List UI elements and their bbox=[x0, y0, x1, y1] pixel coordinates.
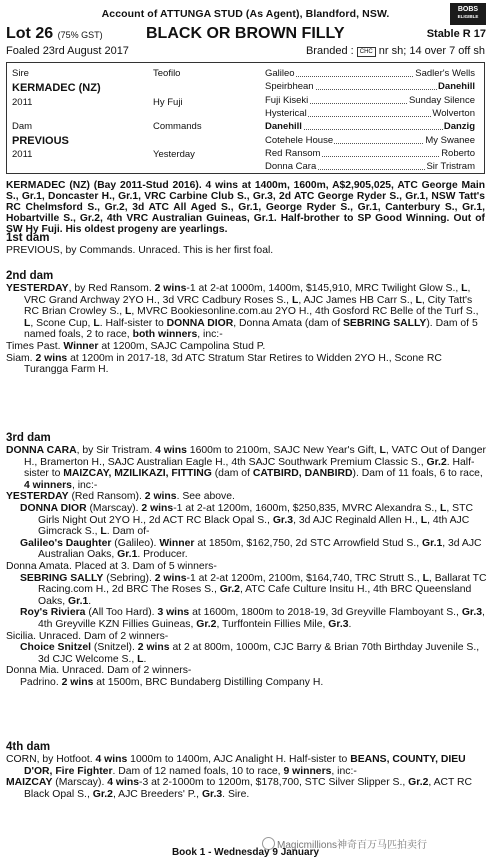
text-fragment: Gr.3 bbox=[201, 788, 223, 800]
logo-subtext: ELIGIBLE bbox=[457, 14, 479, 19]
stable-number: Stable R 17 bbox=[426, 28, 486, 40]
text-fragment: 1600m to 2100m, SAJC New Year's Gift, bbox=[186, 445, 380, 456]
text-fragment: L bbox=[93, 317, 100, 329]
text-fragment: -3 at 2-1000m to 1200m, $178,700, STC Silver Slipper S., bbox=[139, 777, 409, 789]
dam-year: 2011 bbox=[12, 149, 33, 160]
first-dam-heading: 1st dam bbox=[6, 232, 50, 244]
logo-text: BOBS bbox=[457, 6, 479, 13]
sire-sire: Teofilo bbox=[153, 68, 181, 79]
ancestor-name: Danehill bbox=[265, 121, 302, 132]
text-fragment: at 1500m, BRC Bundaberg Distilling Company H. bbox=[93, 676, 324, 688]
text-fragment: Donna Amata. Placed at 3. Dam of 5 winners- bbox=[6, 560, 217, 572]
fourth-dam-entry bbox=[6, 754, 487, 777]
text-fragment: Winner bbox=[63, 340, 99, 352]
branded-value: nr sh; 14 over 7 off sh bbox=[378, 45, 485, 57]
text-fragment: ). Dam of 11 foals, 6 to race, bbox=[352, 468, 483, 480]
text-fragment: ). Dam of 5 named foals, 2 to race, bbox=[24, 317, 478, 341]
progeny-entry bbox=[6, 777, 487, 800]
text-fragment: 9 winners bbox=[283, 765, 332, 777]
text-fragment: (Marscay). bbox=[52, 777, 108, 789]
text-fragment: 2 wins bbox=[35, 352, 68, 364]
pedigree-row bbox=[265, 108, 475, 121]
pedigree-row bbox=[265, 81, 475, 94]
sire-description: KERMADEC (NZ) (Bay 2011-Stud 2016). 4 wins at 1400m, 1600m, A$2,905,025, ATC George Main S., Gr.1, Doncaster H., Gr.1, VRC Carbine Club S., Gr.3, 2d ATC George Ryder S., Gr.1, NSW Tatt's RC Chelmsford S., Gr.2, 3d ATC All Aged S., Gr.1, George Ryder S., Gr.1, Canterbury S., Gr.1, Hobartville S., Gr.2, 4th VRC Australian Guineas, Gr.1. Half-brother to SP Good Winning. Out of SW Hy Fuji. His oldest progeny are yearlings. bbox=[6, 180, 485, 235]
progeny-entry bbox=[6, 607, 487, 630]
lot-number: Lot 26 bbox=[6, 25, 54, 42]
text-fragment: 2 wins bbox=[141, 502, 174, 514]
text-fragment: 2 wins bbox=[137, 642, 170, 654]
branded-label: Branded : bbox=[305, 45, 354, 57]
ancestor-name: Donna Cara bbox=[265, 161, 317, 172]
text-fragment: CORN, by Hotfoot. bbox=[6, 754, 96, 765]
text-fragment: (Galileo). bbox=[111, 537, 160, 549]
text-fragment: Gr.2 bbox=[92, 788, 113, 800]
text-fragment: Siam. bbox=[6, 352, 36, 364]
text-fragment: , inc:- bbox=[71, 479, 98, 491]
ancestor-name: Red Ransom bbox=[265, 148, 321, 159]
page-footer: Book 1 - Wednesday 9 January bbox=[171, 847, 320, 858]
text-fragment: at 1850m, $162,750, 2d STC Arrowfield Stud S., bbox=[194, 537, 423, 549]
ancestor-sire: My Swanee bbox=[425, 135, 475, 146]
text-fragment: , by Red Ransom. bbox=[68, 283, 155, 294]
progeny-entry bbox=[6, 341, 487, 353]
second-dam-entry bbox=[6, 283, 487, 341]
text-fragment: BEANS, COUNTY, DIEU D'OR, Fire Fighter bbox=[24, 754, 466, 777]
lot-number-group bbox=[6, 25, 103, 43]
text-fragment: at 1200m, SAJC Campolina Stud P. bbox=[98, 340, 266, 352]
third-dam-section bbox=[6, 432, 487, 688]
text-fragment: Gr.1 bbox=[422, 537, 443, 549]
brand-box: CHC bbox=[357, 47, 376, 57]
text-fragment: both winners bbox=[132, 329, 198, 341]
text-fragment: 4 wins bbox=[95, 754, 128, 765]
text-fragment: , inc:- bbox=[331, 765, 357, 777]
text-fragment: , 3d AJC Australian Oaks, bbox=[38, 537, 482, 561]
sire-year: 2011 bbox=[12, 97, 33, 108]
text-fragment: Gr.2 bbox=[219, 584, 240, 596]
text-fragment: 2 wins bbox=[154, 283, 187, 294]
text-fragment: L bbox=[24, 317, 31, 329]
text-fragment: , 4th Greyville KZN Fillies Guineas, bbox=[38, 607, 485, 630]
lot-line bbox=[6, 25, 486, 43]
pedigree-row bbox=[265, 135, 475, 148]
text-fragment: DONNA CARA bbox=[6, 445, 77, 456]
text-fragment: SEBRING SALLY bbox=[343, 317, 427, 329]
text-fragment: , inc:- bbox=[197, 329, 223, 341]
text-fragment: 4 wins bbox=[107, 777, 139, 789]
text-fragment: . bbox=[348, 618, 352, 630]
ancestor-name: Hysterical bbox=[265, 108, 307, 119]
dam-label: Dam bbox=[12, 121, 33, 132]
text-fragment: (dam of bbox=[211, 468, 253, 480]
text-fragment: , ATC Cafe Culture Insitu H., 4th BRC Queensland Oaks, bbox=[38, 584, 472, 607]
text-fragment: Times Past. bbox=[6, 340, 64, 352]
text-fragment: YESTERDAY bbox=[6, 491, 69, 503]
text-fragment: 3 wins bbox=[157, 607, 190, 619]
dam-sire: Commands bbox=[153, 121, 202, 132]
text-fragment: , 4th AJC Gimcrack S., bbox=[38, 514, 470, 538]
lot-title: BLACK OR BROWN FILLY bbox=[146, 25, 345, 42]
text-fragment: at 1200m in 2017-18, 3d ATC Stratum Star Retires to Widden 2YO H., Scone RC Turangga Farm H. bbox=[24, 352, 442, 376]
ancestor-sire: Sir Tristram bbox=[426, 161, 475, 172]
text-fragment: Donna Mia. Unraced. Dam of 2 winners- bbox=[6, 665, 192, 677]
pedigree-table bbox=[6, 62, 485, 174]
fourth-dam-heading: 4th dam bbox=[6, 741, 51, 753]
first-dam-section bbox=[6, 232, 487, 257]
text-fragment: . Sire. bbox=[222, 788, 250, 800]
text-fragment: DONNA DIOR bbox=[166, 317, 234, 329]
text-fragment: -1 at 2-at 1000m, 1400m, $145,910, MRC Twilight Glow S., bbox=[186, 283, 462, 294]
text-fragment: , City Tatt's RC Brian Crowley S., bbox=[24, 294, 473, 318]
sire-name: KERMADEC (NZ) bbox=[12, 82, 101, 94]
text-fragment: Padrino. bbox=[20, 676, 62, 688]
text-fragment: Gr.3 bbox=[461, 607, 483, 619]
sire-label: Sire bbox=[12, 68, 29, 79]
text-fragment: CATBIRD, DANBIRD bbox=[252, 468, 353, 480]
text-fragment: . Dam of- bbox=[106, 526, 150, 538]
progeny-entry bbox=[6, 665, 487, 677]
text-fragment: L bbox=[422, 572, 429, 584]
foaled-date: Foaled 23rd August 2017 bbox=[6, 45, 129, 57]
text-fragment: Gr.2 bbox=[408, 777, 429, 789]
branded-line bbox=[306, 45, 485, 57]
pedigree-row bbox=[265, 95, 475, 108]
text-fragment: -1 at 2-at 1200m, 2100m, $164,740, TRC Strutt S., bbox=[186, 572, 423, 584]
text-fragment: at 1600m, 1800m to 2018-19, 3d Greyville Flamboyant S., bbox=[189, 607, 462, 619]
text-fragment: L bbox=[137, 653, 144, 665]
text-fragment: , AJC James HB Carr S., bbox=[298, 294, 416, 306]
text-fragment: , STC Girls Night Out 2YO H., 2d ACT RC Black Opal S., bbox=[38, 502, 473, 526]
text-fragment: Choice Snitzel bbox=[20, 642, 92, 654]
text-fragment: (Sebring). bbox=[103, 572, 155, 584]
progeny-entry bbox=[6, 491, 487, 503]
second-dam-section bbox=[6, 270, 487, 376]
text-fragment: , by Sir Tristram. bbox=[76, 445, 156, 456]
text-fragment: , Donna Amata (dam of bbox=[233, 317, 343, 329]
pedigree-row bbox=[265, 121, 475, 134]
vendor-line: Account of ATTUNGA STUD (As Agent), Blandford, NSW. bbox=[101, 8, 390, 20]
text-fragment: Gr.3 bbox=[272, 514, 294, 526]
ancestor-sire: Sunday Silence bbox=[408, 95, 475, 106]
text-fragment: . bbox=[88, 595, 92, 607]
text-fragment: . bbox=[143, 653, 147, 665]
ancestor-sire: Sadler's Wells bbox=[415, 68, 475, 79]
progeny-entry bbox=[6, 677, 487, 689]
fourth-dam-section bbox=[6, 741, 487, 800]
bobs-logo bbox=[450, 3, 486, 25]
text-fragment: , Ballarat TC Racing.com H., 2d BRC The Roses S., bbox=[38, 572, 487, 596]
text-fragment: L bbox=[100, 526, 107, 538]
ancestor-sire: Roberto bbox=[441, 148, 475, 159]
text-fragment: (All Too Hard). bbox=[85, 607, 158, 619]
horse-name: YESTERDAY bbox=[6, 283, 69, 294]
text-fragment: . Dam of 12 named foals, 10 to race, bbox=[112, 765, 284, 777]
text-fragment: L bbox=[379, 445, 386, 456]
text-fragment: Winner bbox=[159, 537, 195, 549]
text-fragment: at 2 at 800m, 1000m, CJC Barry & Brian 70th Birthday Juvenile S., 3d CJC Welcome S., bbox=[38, 642, 480, 665]
text-fragment: (Marscay). bbox=[86, 502, 142, 514]
text-fragment: -1 at 2-at 1200m, 1600m, $250,835, MVRC Alexandra S., bbox=[173, 502, 441, 514]
text-fragment: , Scone Cup, bbox=[30, 317, 94, 329]
text-fragment: 2 wins bbox=[144, 491, 177, 503]
ancestor-sire: Danzig bbox=[443, 121, 475, 132]
ancestor-sire: Wolverton bbox=[432, 108, 475, 119]
dam-name: PREVIOUS bbox=[12, 135, 69, 147]
third-dam-heading: 3rd dam bbox=[6, 432, 51, 444]
text-fragment: , ACT RC Black Opal S., bbox=[24, 777, 473, 800]
text-fragment: Galileo's Daughter bbox=[20, 537, 112, 549]
text-fragment: (Snitzel). bbox=[91, 642, 138, 654]
pedigree-row bbox=[265, 148, 475, 161]
text-fragment: L bbox=[415, 294, 422, 306]
text-fragment: (Red Ransom). bbox=[68, 491, 145, 503]
text-fragment: , 3d AJC Reginald Allen H., bbox=[293, 514, 421, 526]
third-dam-entry bbox=[6, 445, 487, 491]
progeny-entry bbox=[6, 573, 487, 608]
text-fragment: SEBRING SALLY bbox=[20, 572, 104, 584]
ancestor-name: Galileo bbox=[265, 68, 295, 79]
text-fragment: , MVRC Bookiesonline.com.au 2YO H., 4th Gosford RC Belle of the Turf S., bbox=[131, 306, 479, 318]
text-fragment: L bbox=[440, 502, 447, 514]
text-fragment: Gr.2 bbox=[426, 456, 447, 468]
gst-note: (75% GST) bbox=[57, 30, 103, 40]
text-fragment: Gr.2 bbox=[196, 618, 217, 630]
first-dam-text: PREVIOUS, by Commands. Unraced. This is her first foal. bbox=[6, 245, 274, 256]
pedigree-row bbox=[265, 68, 475, 81]
text-fragment: MAIZCAY, MZILIKAZI, FITTING bbox=[63, 468, 212, 480]
text-fragment: . See above. bbox=[176, 491, 235, 503]
text-fragment: . Half-sister to bbox=[24, 456, 475, 480]
ancestor-sire: Danehill bbox=[438, 81, 475, 92]
text-fragment: 4 winners bbox=[24, 479, 72, 491]
second-dam-heading: 2nd dam bbox=[6, 270, 54, 282]
text-fragment: MAIZCAY bbox=[6, 777, 53, 789]
text-fragment: 2 wins bbox=[154, 572, 187, 584]
ancestor-name: Fuji Kiseki bbox=[265, 95, 309, 106]
watermark-text: Magicmillions神奇百万马匹拍卖行 bbox=[277, 840, 428, 851]
pedigree-row bbox=[265, 161, 475, 174]
ancestor-name: Cotehele House bbox=[265, 135, 334, 146]
text-fragment: , AJC Breeders' P., bbox=[112, 788, 202, 800]
progeny-entry bbox=[6, 631, 487, 643]
text-fragment: Roy's Riviera bbox=[20, 607, 86, 619]
ancestor-name: Speirbhean bbox=[265, 81, 314, 92]
text-fragment: L bbox=[125, 306, 132, 318]
text-fragment: , VRC Grand Archway 2YO H., 3d VRC Cadbury Roses S., bbox=[24, 283, 471, 306]
text-fragment: L bbox=[461, 283, 468, 294]
dam-dam: Yesterday bbox=[153, 149, 195, 160]
text-fragment: Gr.1 bbox=[117, 549, 138, 561]
text-fragment: L bbox=[420, 514, 428, 526]
progeny-entry bbox=[6, 561, 487, 573]
text-fragment: . Half-sister to bbox=[99, 317, 167, 329]
text-fragment: 4 wins bbox=[155, 445, 187, 456]
text-fragment: Sicilia. Unraced. Dam of 2 winners- bbox=[6, 630, 169, 642]
text-fragment: 2 wins bbox=[61, 676, 94, 688]
text-fragment: , VATC Out of Danger H., Bramerton H., SAJC Australian Eagle H., 4th SAJC Southwark Premium Classic S., bbox=[24, 445, 486, 468]
text-fragment: 1000m to 1400m, AJC Analight H. Half-sister to bbox=[127, 754, 351, 765]
text-fragment: , Turffontein Fillies Mile, bbox=[216, 618, 329, 630]
progeny-entry bbox=[6, 353, 487, 376]
text-fragment: DONNA DIOR bbox=[20, 502, 87, 514]
sire-dam: Hy Fuji bbox=[153, 97, 183, 108]
text-fragment: . Producer. bbox=[137, 549, 188, 561]
text-fragment: Gr.3 bbox=[328, 618, 349, 630]
text-fragment: L bbox=[291, 294, 299, 306]
progeny-entry bbox=[6, 538, 487, 561]
progeny-entry bbox=[6, 642, 487, 665]
progeny-entry bbox=[6, 503, 487, 538]
text-fragment: Gr.1 bbox=[68, 595, 89, 607]
